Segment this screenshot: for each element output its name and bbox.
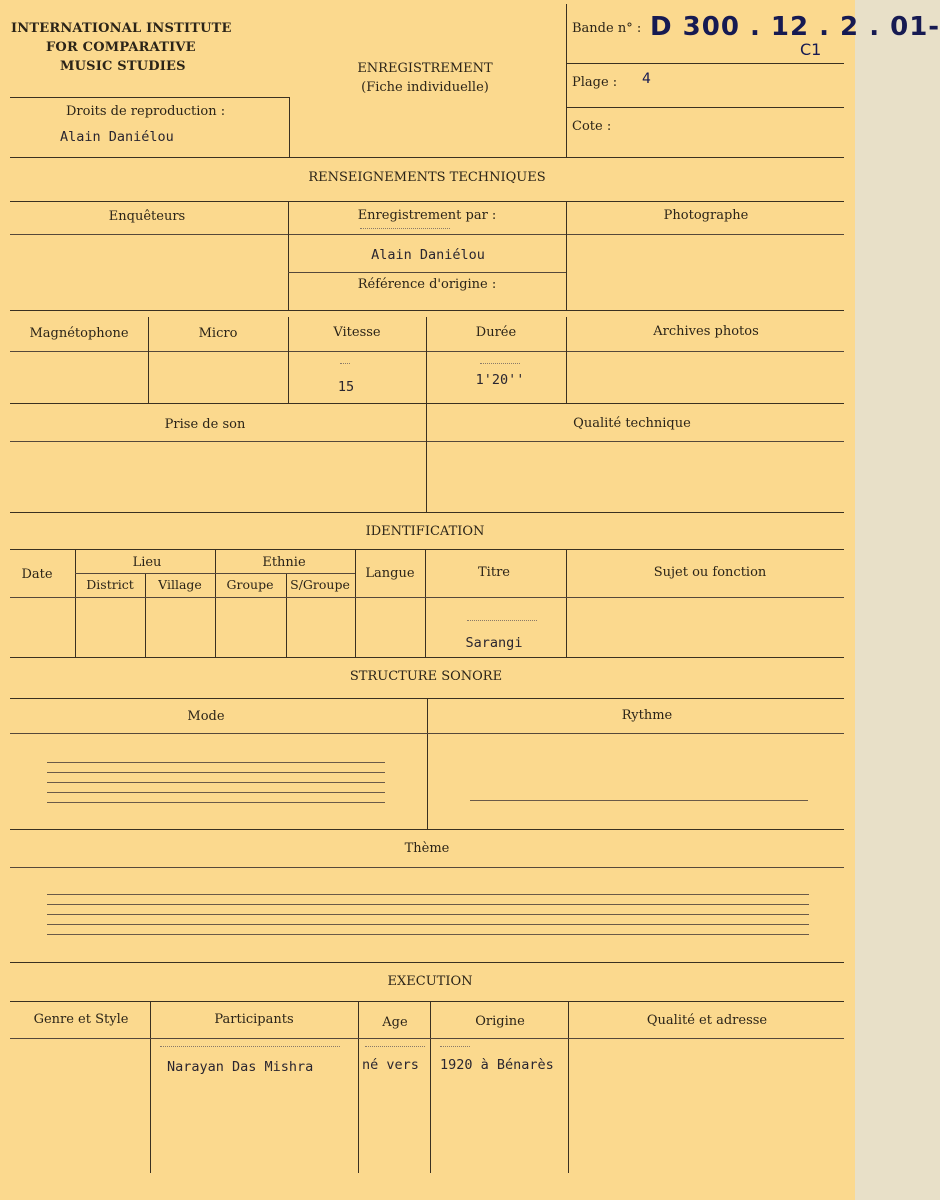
- rhythm-guide: [470, 800, 808, 801]
- mode-guide-2: [47, 772, 385, 773]
- structure-section-title: STRUCTURE SONORE: [349, 669, 503, 684]
- language-label: Langue: [365, 566, 415, 581]
- rule-ident-v4: [286, 573, 287, 657]
- rule-equip-v1: [148, 317, 149, 403]
- duration-label: Durée: [475, 325, 517, 340]
- rule-exec-title: [10, 1001, 844, 1002]
- rule-equip-bottom: [10, 403, 844, 404]
- rule-ident-v2: [145, 573, 146, 657]
- title-value: Sarangi: [465, 635, 523, 651]
- plage-label: Plage :: [572, 75, 618, 90]
- institute-line-3: MUSIC STUDIES: [60, 59, 186, 74]
- subgroup-label: S/Groupe: [290, 577, 350, 592]
- ethnic-label: Ethnie: [262, 555, 306, 570]
- erasure-mark: [467, 620, 537, 621]
- district-label: District: [86, 577, 134, 592]
- theme-guide-2: [47, 904, 809, 905]
- rule-header-left: [10, 97, 290, 98]
- mode-guide-5: [47, 802, 385, 803]
- rule-ident-title: [10, 549, 844, 550]
- recorded-by-value: Alain Daniélou: [371, 247, 485, 263]
- rule-structure-headers: [10, 733, 844, 734]
- speed-value: 15: [337, 379, 355, 395]
- form-title: ENREGISTREMENT: [357, 61, 493, 76]
- subject-label: Sujet ou fonction: [653, 565, 767, 580]
- rule-tech-title: [10, 201, 844, 202]
- rule-plage: [566, 107, 844, 108]
- rights-value: Alain Daniélou: [60, 129, 174, 145]
- rule-exec-v3: [430, 1001, 431, 1173]
- rule-structure-v: [427, 698, 428, 829]
- rule-theme-bottom: [10, 962, 844, 963]
- plage-value: 4: [642, 71, 651, 87]
- rule-sound-v: [426, 403, 427, 512]
- rule-header-bottom: [10, 157, 844, 158]
- institute-line-1: INTERNATIONAL INSTITUTE: [11, 21, 232, 36]
- rule-ident-headers: [10, 597, 844, 598]
- photo-archive-label: Archives photos: [653, 324, 759, 339]
- recorder-label: Magnétophone: [29, 326, 129, 341]
- rule-tech-headers: [10, 234, 844, 235]
- rule-sound-bottom: [10, 512, 844, 513]
- rhythm-label: Rythme: [621, 708, 673, 723]
- rule-equip-v2: [288, 317, 289, 403]
- cote-label: Cote :: [572, 119, 612, 134]
- tape-number: D 300 . 12 . 2 . 01-: [650, 12, 940, 42]
- rule-ethnie-sub: [215, 573, 355, 574]
- theme-guide-4: [47, 924, 809, 925]
- date-label: Date: [21, 567, 53, 582]
- rule-ident-bottom: [10, 657, 844, 658]
- rule-ident-v3: [215, 549, 216, 657]
- enqueteurs-label: Enquêteurs: [108, 209, 186, 224]
- tech-quality-label: Qualité technique: [573, 416, 691, 431]
- theme-label: Thème: [404, 841, 450, 856]
- theme-guide-5: [47, 934, 809, 935]
- duration-value: 1'20'': [475, 372, 525, 388]
- rule-ident-v7: [566, 549, 567, 657]
- rule-exec-v2: [358, 1001, 359, 1173]
- ident-section-title: IDENTIFICATION: [365, 524, 485, 539]
- rule-header-right-v: [566, 4, 567, 157]
- rule-equip-v3: [426, 317, 427, 403]
- rule-tech-v2: [566, 201, 567, 310]
- reference-label: Référence d'origine :: [357, 277, 497, 292]
- mode-guide-1: [47, 762, 385, 763]
- micro-label: Micro: [198, 326, 238, 341]
- photographer-label: Photographe: [663, 208, 749, 223]
- erasure-mark: [480, 363, 520, 364]
- theme-guide-1: [47, 894, 809, 895]
- erasure-mark: [365, 1046, 425, 1047]
- rule-tape: [566, 63, 844, 64]
- rule-equip-v4: [566, 317, 567, 403]
- institute-line-2: FOR COMPARATIVE: [46, 40, 196, 55]
- rule-theme-header: [10, 867, 844, 868]
- rule-exec-headers: [10, 1038, 844, 1039]
- origin-label: Origine: [475, 1014, 525, 1029]
- address-label: Qualité et adresse: [646, 1013, 768, 1028]
- village-label: Village: [158, 577, 202, 592]
- mode-guide-3: [47, 782, 385, 783]
- theme-guide-3: [47, 914, 809, 915]
- rule-sound-headers: [10, 441, 844, 442]
- tape-label: Bande n° :: [572, 21, 642, 36]
- sound-take-label: Prise de son: [164, 417, 246, 432]
- group-label: Groupe: [226, 577, 274, 592]
- title-label: Titre: [478, 565, 510, 580]
- erasure-mark: [440, 1046, 470, 1047]
- place-label: Lieu: [132, 555, 162, 570]
- rule-tech-v1: [288, 201, 289, 310]
- age-label: Age: [382, 1015, 408, 1030]
- participants-label: Participants: [214, 1012, 294, 1027]
- rule-exec-v4: [568, 1001, 569, 1173]
- rule-lieu-sub: [75, 573, 215, 574]
- rule-exec-v1: [150, 1001, 151, 1173]
- tape-suffix: C1: [800, 40, 822, 59]
- form-subtitle: (Fiche individuelle): [361, 80, 489, 95]
- mode-guide-4: [47, 792, 385, 793]
- exec-section-title: EXECUTION: [387, 974, 473, 989]
- rule-ident-v1: [75, 549, 76, 657]
- rights-label: Droits de reproduction :: [66, 104, 226, 119]
- rule-equip-headers: [10, 351, 844, 352]
- erasure-mark: [160, 1046, 340, 1047]
- origin-value: 1920 à Bénarès: [440, 1057, 554, 1073]
- rule-structure-bottom: [10, 829, 844, 830]
- rule-header-left-v: [289, 97, 290, 157]
- rule-reference: [288, 272, 566, 273]
- rule-tech-row-bottom: [10, 310, 844, 311]
- rule-ident-v6: [425, 549, 426, 657]
- age-value: né vers: [362, 1057, 419, 1073]
- participant-value: Narayan Das Mishra: [167, 1059, 314, 1075]
- erasure-mark: [340, 363, 350, 364]
- recorded-by-label: Enregistrement par :: [357, 208, 497, 223]
- speed-label: Vitesse: [333, 325, 381, 340]
- genre-label: Genre et Style: [33, 1012, 129, 1027]
- tech-section-title: RENSEIGNEMENTS TECHNIQUES: [308, 170, 546, 185]
- rule-ident-v5: [355, 549, 356, 657]
- mode-label: Mode: [187, 709, 225, 724]
- erasure-mark: [360, 228, 450, 229]
